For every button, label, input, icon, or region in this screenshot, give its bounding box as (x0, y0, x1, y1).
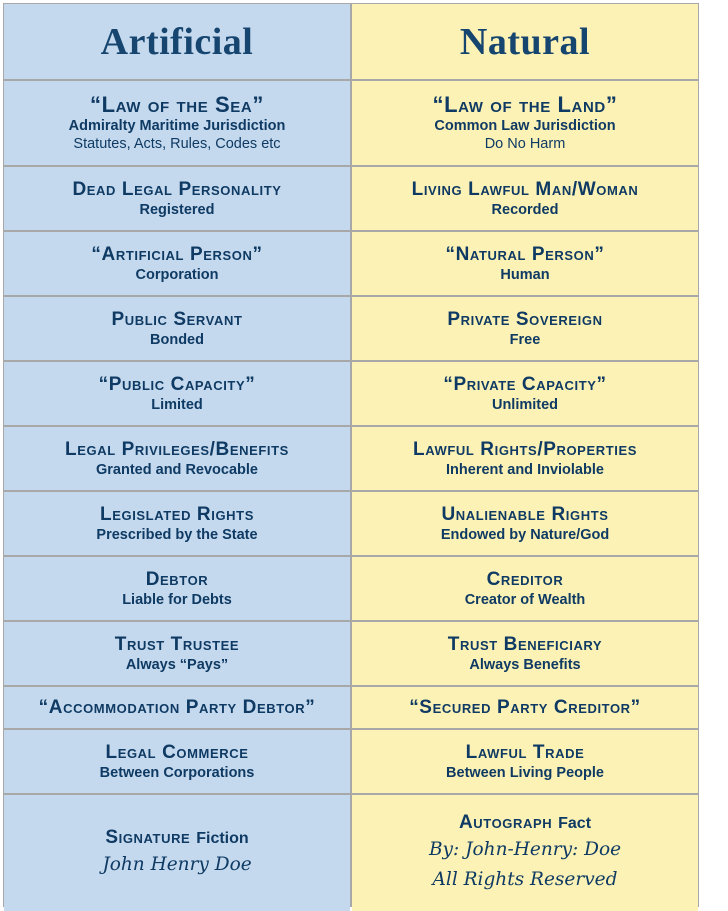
cell-subtitle: Unlimited (491, 396, 559, 413)
cell-subtitle: Admiralty Maritime Jurisdiction (68, 118, 286, 134)
cell-title: Debtor (145, 568, 209, 590)
cell-title: Lawful Trade (465, 741, 585, 763)
row-creditor (352, 557, 698, 620)
row-artificial-person (4, 232, 350, 295)
autograph-title-suffix: Fact (558, 814, 592, 832)
cell-title: Legislated Rights (100, 503, 254, 525)
cell-title: “Natural Person” (445, 243, 605, 265)
cell-title: Legal Privileges/Benefits (65, 438, 289, 460)
header-natural: Natural (459, 20, 591, 63)
cell-title (105, 827, 248, 850)
cell-title: Unalienable Rights (441, 503, 609, 525)
row-dead-legal-personality (4, 167, 350, 230)
cell-title: Trust Beneficiary (447, 633, 603, 655)
row-natural-person (352, 232, 698, 295)
signature-title: Signature (105, 826, 191, 848)
header-natural-cell (352, 4, 698, 79)
cell-title: Lawful Rights/Properties (412, 438, 638, 460)
cell-title: “Accommodation Party Debtor” (38, 696, 316, 718)
cell-title (459, 812, 591, 835)
cell-title: “Law of the Sea” (90, 92, 264, 117)
row-trust-beneficiary (352, 622, 698, 685)
row-lawful-trade (352, 730, 698, 793)
cell-subtitle: Corporation (135, 266, 219, 283)
comparison-grid (4, 4, 698, 911)
cell-subtitle: Between Corporations (99, 764, 255, 781)
cell-subtitle: Limited (151, 396, 203, 413)
cell-subtitle: Creator of Wealth (464, 591, 586, 608)
header-artificial-cell (4, 4, 350, 79)
row-public-servant (4, 297, 350, 360)
cell-title: “Artificial Person” (91, 243, 263, 265)
cell-title: “Private Capacity” (443, 373, 607, 395)
header-artificial: Artificial (100, 20, 254, 63)
cell-title: Dead Legal Personality (72, 178, 282, 200)
cell-subtitle: Bonded (150, 331, 204, 348)
row-secured-party (352, 687, 698, 728)
cell-subtitle-2: Do No Harm (484, 136, 566, 152)
comparison-table (3, 3, 699, 907)
cell-subtitle: Granted and Revocable (96, 461, 258, 478)
cell-subtitle: Always “Pays” (125, 656, 229, 673)
cell-subtitle: Inherent and Inviolable (446, 461, 604, 478)
row-law-of-sea (4, 81, 350, 165)
row-public-capacity (4, 362, 350, 425)
cell-subtitle-2: Statutes, Acts, Rules, Codes etc (73, 136, 281, 152)
row-private-capacity (352, 362, 698, 425)
signature-title-suffix: Fiction (196, 829, 249, 847)
cell-subtitle: Between Living People (446, 764, 604, 781)
row-unalienable-rights (352, 492, 698, 555)
signature-line: John Henry Doe (102, 853, 252, 875)
cell-title: Legal Commerce (105, 741, 249, 763)
cell-title: Creditor (486, 568, 564, 590)
cell-title: Public Servant (111, 308, 243, 330)
row-accommodation-party (4, 687, 350, 728)
row-autograph (352, 795, 698, 911)
cell-subtitle: Prescribed by the State (96, 526, 258, 543)
cell-subtitle: Liable for Debts (122, 591, 232, 608)
row-signature (4, 795, 350, 911)
cell-subtitle: Registered (139, 201, 215, 218)
cell-title: Private Sovereign (447, 308, 603, 330)
row-law-of-land (352, 81, 698, 165)
cell-title: Trust Trustee (114, 633, 240, 655)
row-legal-privileges (4, 427, 350, 490)
cell-subtitle: Free (509, 331, 541, 348)
autograph-title: Autograph (458, 811, 553, 833)
cell-subtitle: Always Benefits (469, 656, 581, 673)
cell-title: “Secured Party Creditor” (409, 696, 641, 718)
cell-title: “Public Capacity” (98, 373, 256, 395)
autograph-line-1: By: John-Henry: Doe (428, 838, 622, 860)
cell-subtitle: Endowed by Nature/God (440, 526, 610, 543)
cell-subtitle: Human (500, 266, 550, 283)
cell-subtitle: Common Law Jurisdiction (434, 118, 616, 134)
row-trust-trustee (4, 622, 350, 685)
row-legal-commerce (4, 730, 350, 793)
row-private-sovereign (352, 297, 698, 360)
cell-title: Living Lawful Man/Woman (411, 178, 639, 200)
cell-title: “Law of the Land” (432, 92, 618, 117)
autograph-line-2: All Rights Reserved (432, 868, 618, 890)
cell-subtitle: Recorded (491, 201, 559, 218)
row-lawful-rights (352, 427, 698, 490)
row-debtor (4, 557, 350, 620)
row-living-lawful (352, 167, 698, 230)
row-legislated-rights (4, 492, 350, 555)
